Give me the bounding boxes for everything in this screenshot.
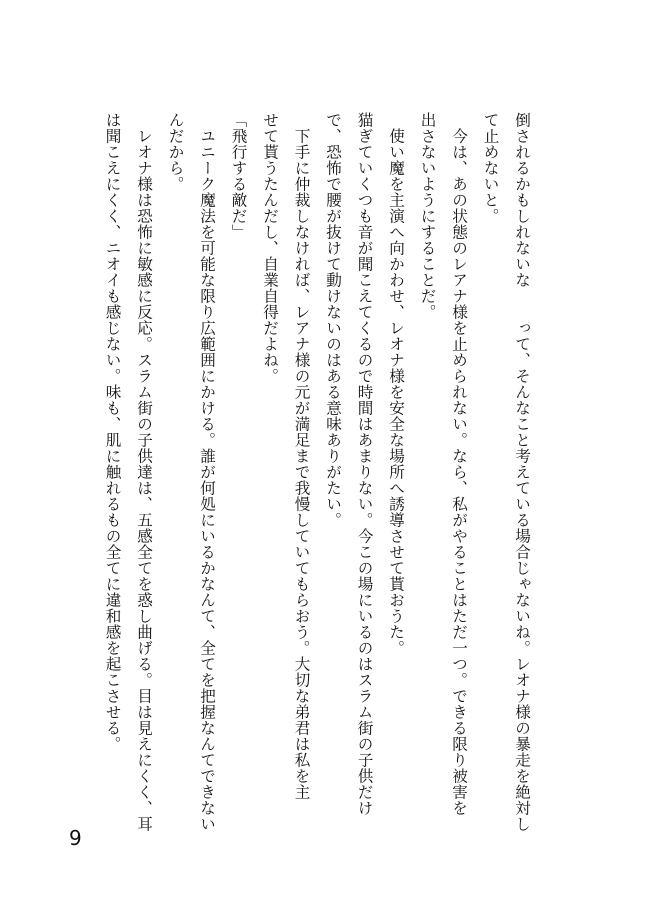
text-line: 今は、あの状態のレアナ様を止められない。なら、私がやることはただ一つ。できる限り被害を: [450, 112, 468, 816]
text-line: んだから。: [166, 112, 185, 192]
text-line: レオナ様は恐怖に敏感に反応。スラム街の子供達は、五感全てを惑し曲げる。目は見えにくく、耳: [135, 112, 153, 832]
text-line: 「飛行する敵だ」: [229, 112, 248, 240]
text-line: せて貰うたんだし、自業自得だよね。: [261, 112, 279, 384]
vertical-body-text: [96, 112, 537, 832]
page-number: 9: [69, 826, 82, 850]
text-line: 出さないようにすることだ。: [418, 112, 437, 320]
text-line: 倒されるかもしれないな って、そんなこと考えている場合じゃないね。レオナ様の暴走を絶対し: [513, 112, 531, 832]
text-line: で、恐怖で腰が抜けて動けないのはある意味ありがたい。: [324, 112, 342, 528]
text-line: は聞こえにくく、ニオイも感じない。味も、肌に触れるもの全てに違和感を起こさせる。: [103, 112, 122, 752]
text-line: ユニーク魔法を可能な限り広範囲にかける。誰が何処にいるかなんて、全てを把握なんてできない: [198, 112, 216, 832]
text-line: て止めないと。: [481, 112, 500, 224]
text-line: 猫ぎていくつも音が聞こえてくるので時間はあまりない。今この場にいるのはスラム街の子供だけ: [355, 112, 374, 816]
text-line: 使い魔を主演へ向かわせ、レオナ様を安全な場所へ誘導させて貰おうた。: [387, 112, 405, 656]
text-line: 下手に仲裁しなければ、レアナ様の元が満足まで我慢していてもらおう。大切な弟君は私を主: [292, 112, 311, 800]
